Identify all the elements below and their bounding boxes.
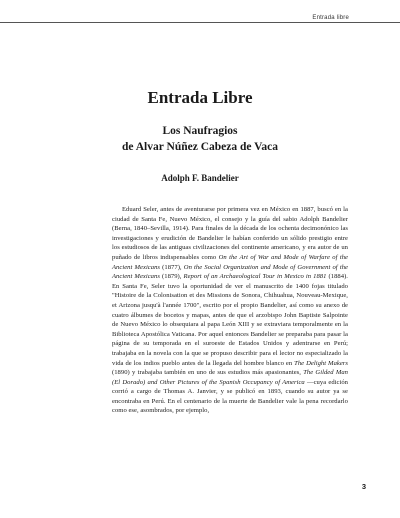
page-number: 3 (361, 482, 366, 491)
book-title: On the Social Organization and Mode of Government of the Ancient Mexicans (112, 263, 348, 281)
article-title-line-2: de Alvar Núñez Cabeza de Vaca (122, 141, 278, 153)
body-text-run: Eduard Seler, antes de aventurarse por primera vez en México en 1887, buscó en la ciudad de Santa Fe, Nuevo México, el consejo y la guía del sabio Adolph Bandelier (Berna, 1840–Sevilla, 1914). Para finales de la década de los ochenta decimonónico las investigaciones y erudición de Bandelier le habían conferido un sólido prestigio entre los estudiosos de las antiguas civilizaciones del continente americano, y era autor de un puñado de libros indispensables como (112, 206, 348, 261)
body-text-run: —cuya edición corrió a cargo de Thomas A. Janvier, y se publicó en 1893, cuando su autor ya se encontraba en Perú. En el centenario de la muerte de Bandelier vale la pena recordarlo como ese, asombrados, por ejemplo, (112, 378, 348, 415)
book-title: The Delight Makers (294, 359, 349, 367)
book-title: Report of an Archaeological Tour in Mexico in 1881 (183, 273, 327, 281)
article-title-line-1: Los Naufragios (162, 125, 238, 137)
body-text-run: (1890) y trabajaba también en uno de sus estudios más apasionantes, (112, 369, 304, 377)
body-text-run: (1877), (160, 263, 184, 271)
article-author: Adolph F. Bandelier (161, 173, 239, 183)
book-title: On the Art of War and Mode of Warfare of the Ancient Mexicans (112, 253, 348, 271)
running-head: Entrada libre (309, 15, 352, 21)
body-text-run: (1884). En Santa Fe, Seler tuvo la oportunidad de ver el manuscrito de 1400 fojas titulado "Histoire de la Colonisation et des Missions de Sonora, Chihuahua, Nouveau-Mexique, et Arizona jusqu'à l'année 1700", escrito por el propio Bandelier, así como su anexo de cuatro álbumes de bocetos y mapas, antes de que el arzobispo John Baptiste Salpointe de Nuevo México lo obsequiara al papa León XIII y se extraviara temporalmente en la Biblioteca Apostólica Vaticana. Por aquel entonces Bandelier se preparaba para pasar la página de su temporada en el suroeste de Estados Unidos y adentrarse en Perú; trabajaba en la novela con la que se propuso describir para el lector no especializado la vida de los indios pueblo antes de la llegada del hombre blanco en (112, 273, 348, 367)
book-title: The Gilded Man (El Dorado) and Other Pictures of the Spanish Occupancy of America (112, 369, 348, 386)
article-title (0, 123, 400, 155)
section-title: Entrada Libre (147, 88, 253, 107)
body-paragraph (112, 205, 348, 416)
body-text-run: (1879), (159, 273, 184, 281)
header-rule (0, 22, 400, 23)
